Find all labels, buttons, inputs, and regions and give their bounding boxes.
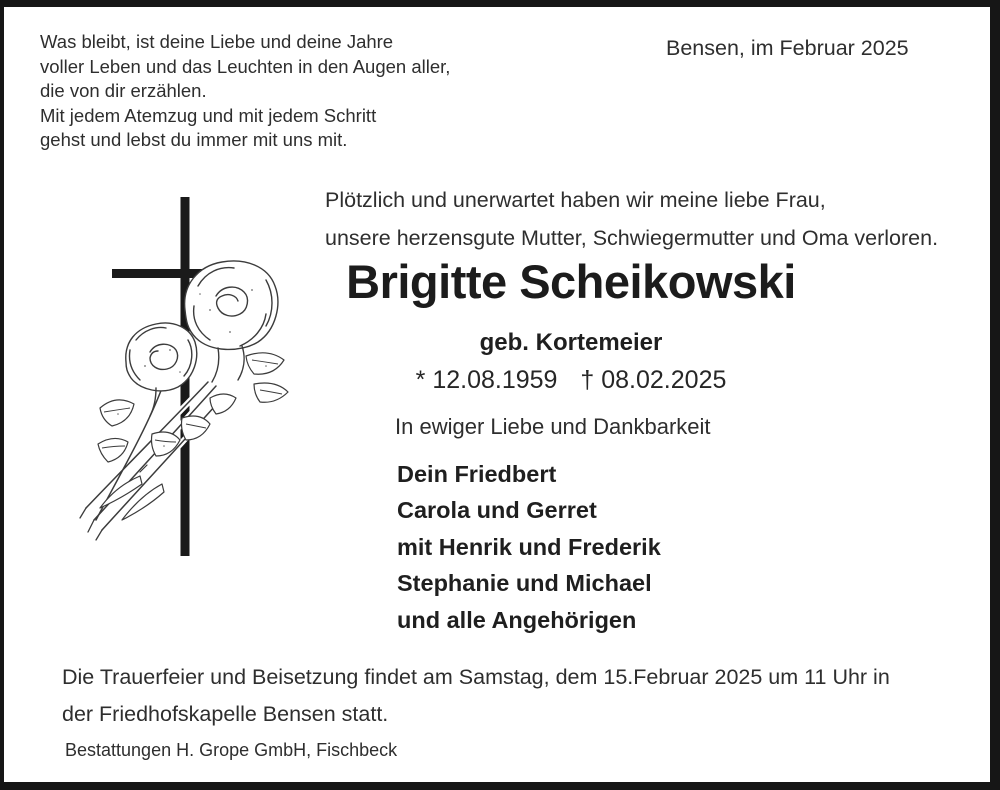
birth-symbol: * (415, 366, 426, 394)
maiden-name: geb. Kortemeier (479, 329, 663, 356)
death-date: 08.02.2025 (601, 366, 727, 394)
intro-text (325, 181, 938, 257)
memorial-poem (40, 30, 450, 153)
poem-line: gehst und lebst du immer mit uns mit. (40, 129, 348, 150)
intro-line: unsere herzensgute Mutter, Schwiegermutter und Oma verloren. (325, 226, 939, 250)
poem-line: Mit jedem Atemzug und mit jedem Schritt (40, 104, 377, 126)
poem-line: die von dir erzählen. (40, 80, 207, 101)
mourner-line: und alle Angehörigen (397, 606, 637, 633)
funeral-line: der Friedhofskapelle Bensen statt. (62, 702, 389, 726)
life-dates (321, 365, 821, 395)
rose-stems (80, 382, 224, 540)
poem-line: Was bleibt, ist deine Liebe und deine Jahre (40, 31, 394, 52)
death-cross-symbol: † (580, 366, 595, 394)
mourner-line: Dein Friedbert (397, 461, 557, 487)
rose-leaves (98, 353, 288, 520)
intro-line: Plötzlich und unerwartet haben wir meine liebe Frau, (325, 188, 826, 212)
funeral-line: Die Trauerfeier und Beisetzung findet am Samstag, dem 15.Februar 2025 um 11 Uhr in (62, 665, 890, 689)
mourners-list (397, 456, 661, 638)
mourner-line: Stephanie und Michael (397, 570, 652, 597)
funeral-info (62, 659, 890, 733)
condolence-line: In ewiger Liebe und Dankbarkeit (395, 414, 711, 439)
mourner-line: Carola und Gerret (397, 497, 597, 524)
place-dateline: Bensen, im Februar 2025 (666, 36, 909, 60)
cross-and-roses-illustration (70, 190, 310, 570)
poem-line: voller Leben und das Leuchten in den Augen aller, (40, 55, 451, 77)
deceased-block (321, 257, 821, 395)
undertaker-credit: Bestattungen H. Grope GmbH, Fischbeck (65, 740, 398, 760)
birth-date: 12.08.1959 (432, 366, 558, 394)
deceased-name: Brigitte Scheikowski (346, 255, 796, 308)
mourner-line: mit Henrik und Frederik (397, 533, 661, 560)
